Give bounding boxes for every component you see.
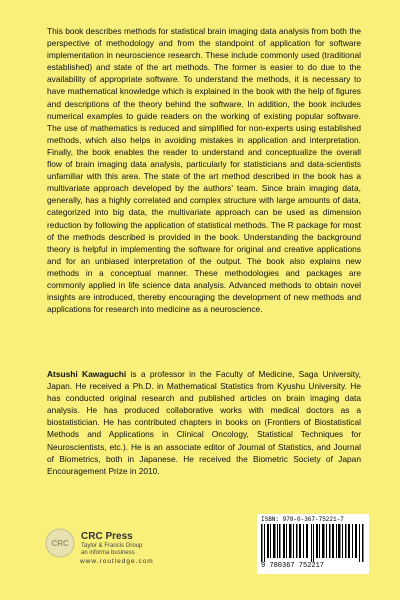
publisher-name: CRC Press: [81, 531, 133, 542]
book-description: [47, 25, 361, 315]
author-bio: [47, 368, 361, 477]
svg-text:CRC: CRC: [51, 539, 69, 548]
barcode-number: 9 780367 752217: [261, 562, 325, 570]
publisher-website: www.routledge.com: [80, 558, 154, 565]
description-paragraph: This book describes methods for statistical brain imaging data analysis from both the perspective of methodology and from the standpoint of application for software implementation in neuroscience research. These include commonly used (traditional established) and state of the art methods. The former is easier to do due to the availability of appropriate software. To understand the methods, it is necessary to have mathematical knowledge which is explained in the book with the help of figures and descriptions of the theory behind the software. In addition, the book includes numerical examples to guide readers on the working of existing popular software. The use of mathematics is reduced and simplified for non-experts using established methods, which also helps in avoiding mistakes in application and interpretation. Finally, the book enables the reader to understand and conceptualize the overall flow of brain imaging data analysis, particularly for statisticians and data-scientists unfamiliar with this area. The state of the art method described in the book has a multivariate approach developed by the authors' team. Since brain imaging data, generally, has a highly correlated and complex structure with large amounts of data, categorized into big data, the multivariate approach can be used as dimension reduction by following the application of statistical methods. The R package for most of the methods described is provided in the book. Understanding the background theory is helpful in implementing the software for original and creative applications and for an unbiased interpretation of the output. The book also explains new methods in a conceptual manner. These methodologies and packages are commonly applied in life science data analysis. Advanced methods to obtain novel insights are introduced, thereby encouraging the development of new methods and applications for research into medicine as a neuroscience.: [47, 26, 361, 315]
publisher-subtitle: Taylor & Francis Group: [81, 543, 143, 549]
isbn-barcode: [257, 514, 369, 574]
author-bio-text: is a professor in the Faculty of Medicine, Saga University, Japan. He received a Ph.D. in Mathematical Statistics from Kyushu University. He has conducted original research and published articles on brain imaging data analysis. He has produced collaborative works with medical doctors as a biostatistician. He has contributed chapters in books on (Frontiers of Biostatistical Methods and Applications in Clinical Oncology, Statistical Techniques for Neuroscientists, etc.). He is an associate editor of Journal of Statistics, and Journal of Biometrics, both in Japanese. He received the Biometric Society of Japan Encouragement Prize in 2010.: [47, 369, 361, 476]
barcode-icon: [261, 524, 365, 562]
crc-press-logo-icon: [45, 528, 75, 558]
publisher-subtitle-2: an informa business: [81, 550, 135, 556]
author-name: Atsushi Kawaguchi: [47, 369, 127, 379]
isbn-label: ISBN: 978-0-367-75221-7: [261, 516, 344, 523]
